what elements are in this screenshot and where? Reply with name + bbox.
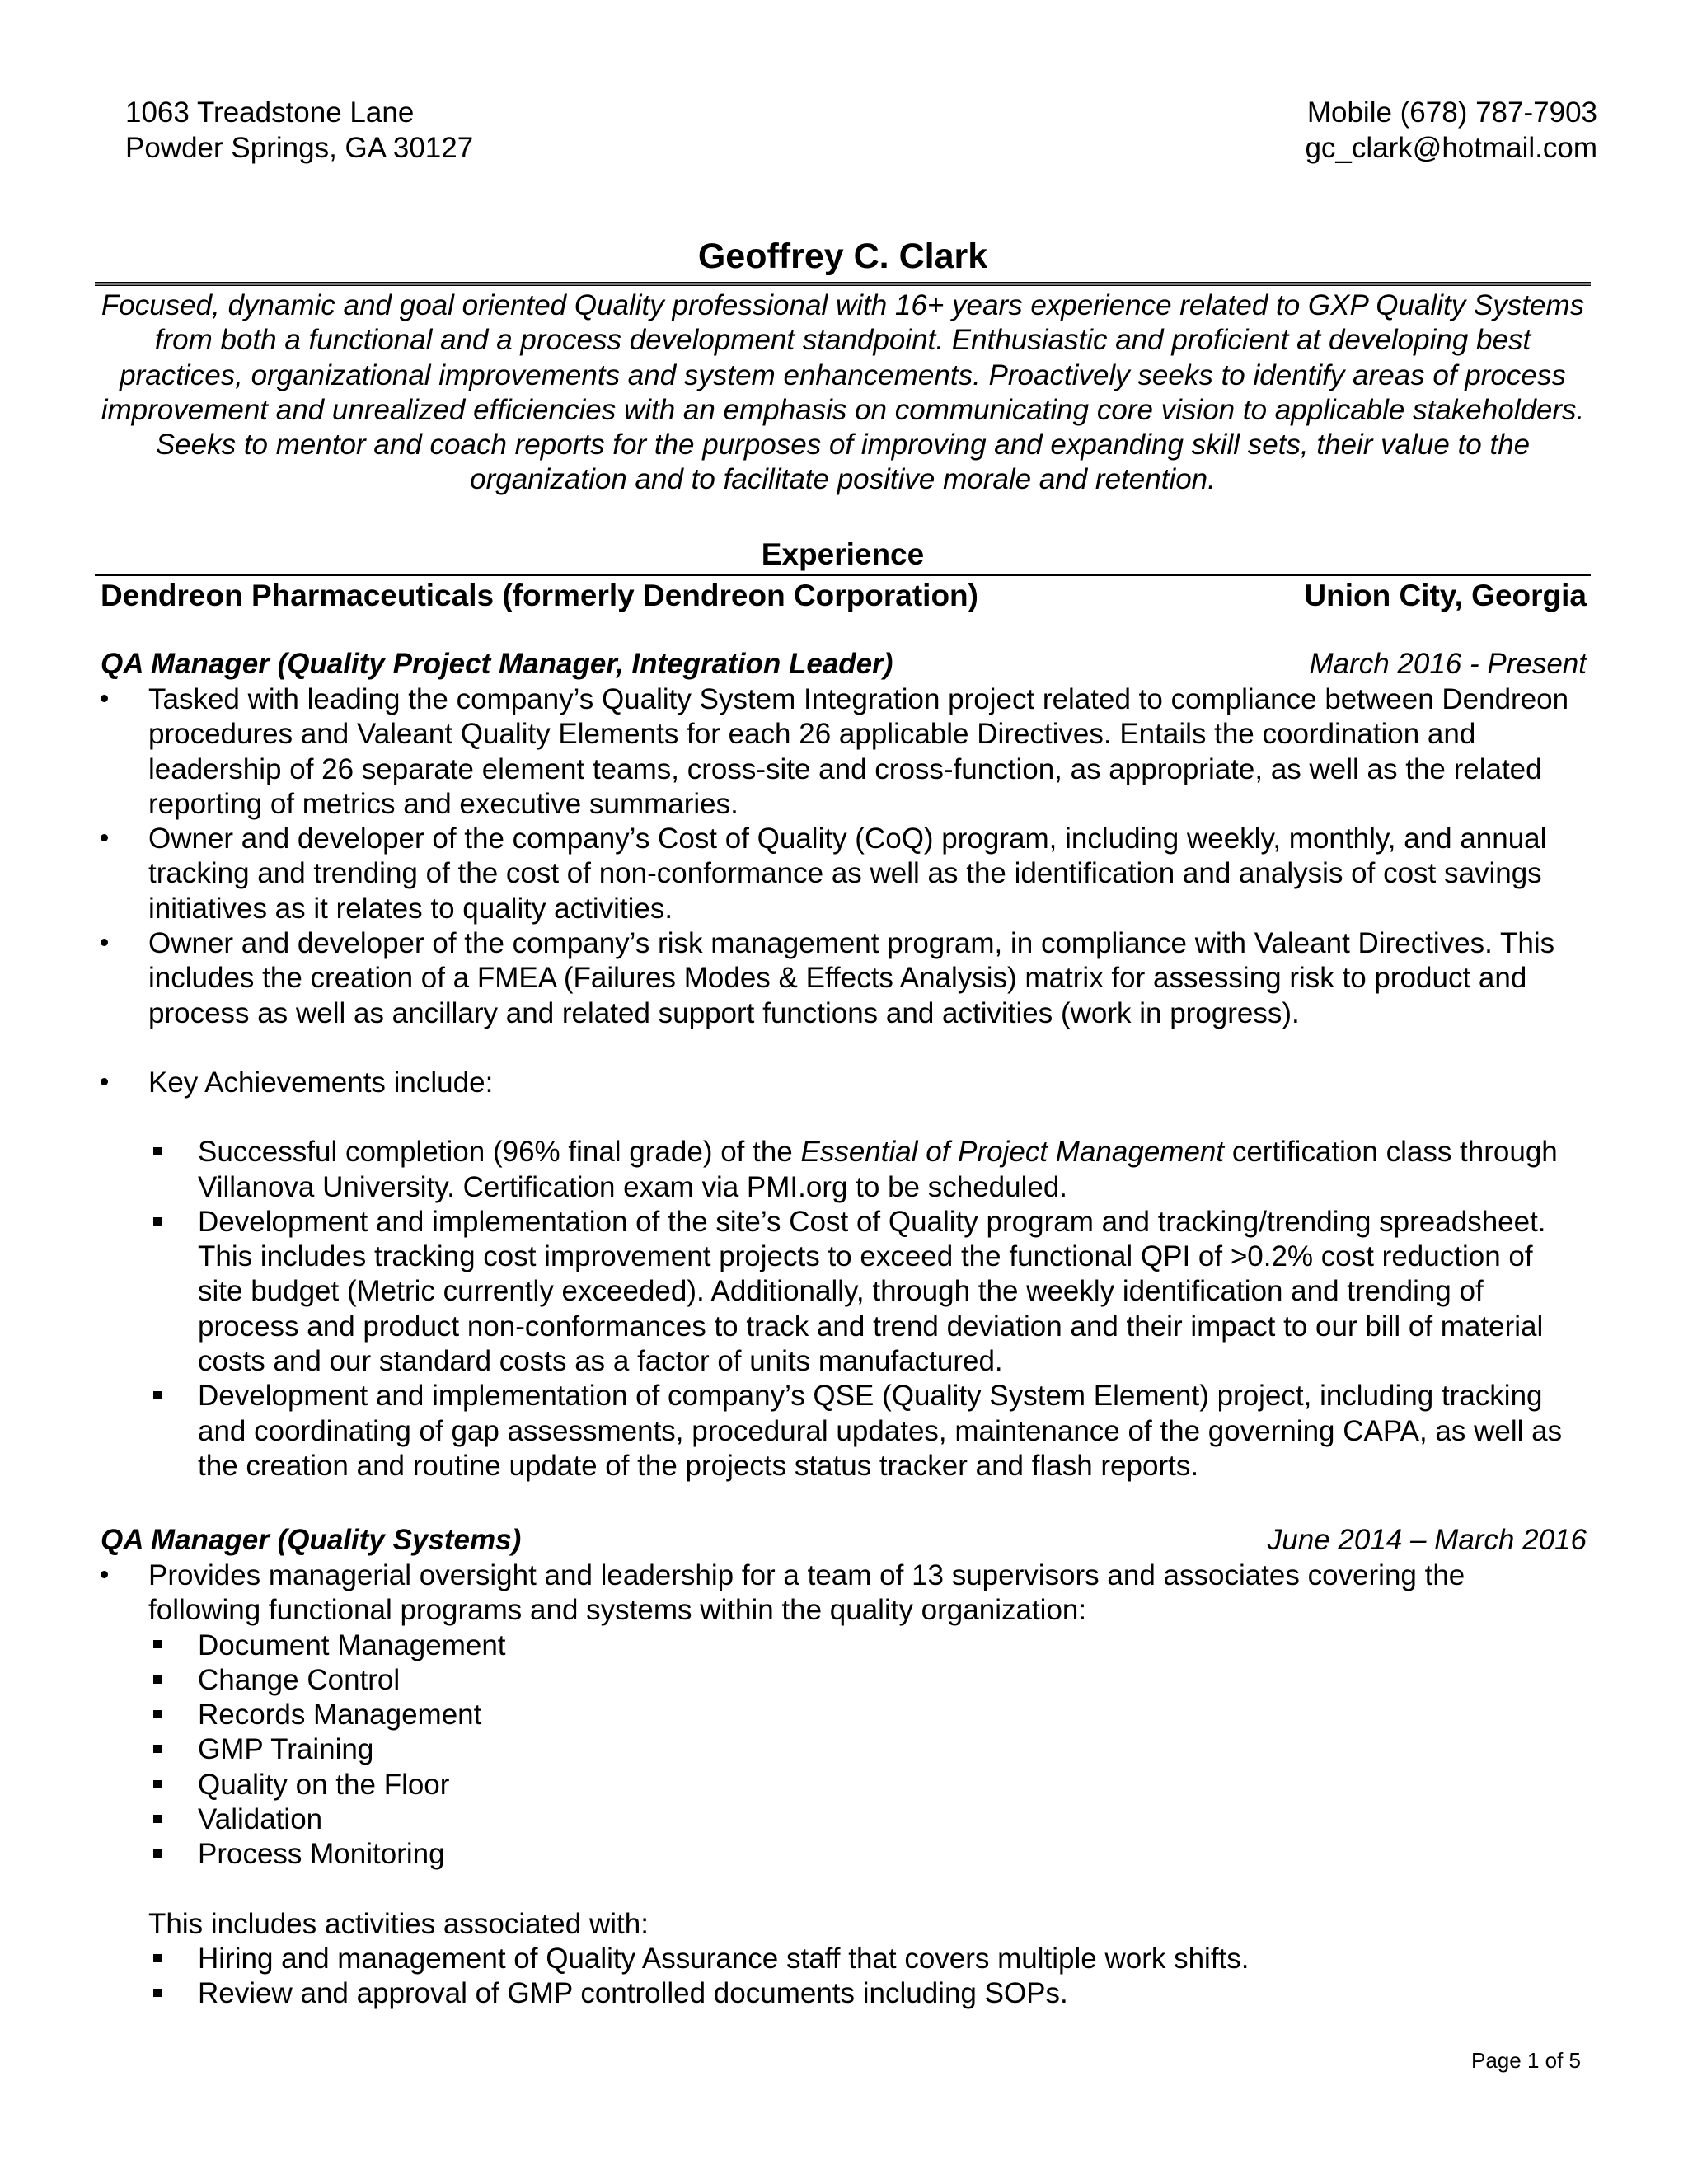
activity-item: Hiring and management of Quality Assurance staff that covers multiple work shifts.: [0, 1942, 1582, 1976]
role-title: QA Manager (Quality Systems): [101, 1524, 522, 1556]
phone: Mobile (678) 787-7903: [1306, 96, 1597, 129]
achievement-item: Development and implementation of company’s QSE (Quality System Element) project, including tracking and coordinating of gap assessments, procedural updates, maintenance of the governing CAPA, as well as the creation and routine update of the projects status tracker and flash reports.: [0, 1379, 1582, 1483]
program-item: Quality on the Floor: [0, 1768, 1582, 1802]
company-name: Dendreon Pharmaceuticals (formerly Dendreon Corporation): [101, 579, 978, 612]
square-bullet-icon: [153, 1768, 162, 1802]
activities-label: This includes activities associated with:: [148, 1907, 649, 1940]
program-item: Process Monitoring: [0, 1837, 1582, 1872]
list-item: Tasked with leading the company’s Quality System Integration project related to compliance between Dendreon procedures and Valeant Quality Elements for each 26 applicable Directives. Entails the coordination and leadership of 26 separate element teams, cross-site and cross-function, as appropriate, as well as the related reporting of metrics and executive summaries.: [0, 682, 1582, 822]
role-2-bullets: [0, 1558, 1688, 2012]
program-item: GMP Training: [0, 1732, 1582, 1767]
achievement-item: Successful completion (96% final grade) of the Essential of Project Management certification class through Villanova University. Certification exam via PMI.org to be scheduled.: [0, 1135, 1582, 1205]
program-item: Validation: [0, 1802, 1582, 1837]
bullet-icon: [101, 682, 125, 717]
square-bullet-icon: [153, 1205, 162, 1240]
role-header-2: [101, 1523, 1587, 1558]
bullet-icon: [101, 926, 125, 961]
list-item: Owner and developer of the company’s Cost of Quality (CoQ) program, including weekly, monthly, and annual tracking and trending of the cost of non-conformance as well as the identification and analysis of cost savings initiatives as it relates to quality activities.: [0, 822, 1582, 926]
square-bullet-icon: [153, 1732, 162, 1767]
square-bullet-icon: [153, 1698, 162, 1732]
square-bullet-icon: [153, 1802, 162, 1837]
role-dates: March 2016 - Present: [1309, 648, 1587, 680]
bullet-icon: [101, 822, 125, 856]
role-header-1: [101, 647, 1587, 682]
company-location: Union City, Georgia: [1304, 579, 1587, 612]
name-divider: [95, 282, 1591, 286]
section-divider: [95, 574, 1591, 576]
activity-item: Review and approval of GMP controlled documents including SOPs.: [0, 1976, 1582, 2011]
bullet-icon: [101, 1066, 125, 1100]
contact-block: [1305, 95, 1597, 166]
square-bullet-icon: [153, 1135, 162, 1169]
program-item: Document Management: [0, 1629, 1582, 1663]
list-item: Owner and developer of the company’s risk management program, in compliance with Valeant Directives. This includes the creation of a FMEA (Failures Modes & Effects Analysis) matrix for assessing risk to product and process as well as ancillary and related support functions and activities (work in progress).: [0, 926, 1582, 1031]
address-line-2: Powder Springs, GA 30127: [125, 132, 474, 164]
square-bullet-icon: [153, 1379, 162, 1413]
page-number: Page 1 of 5: [1471, 2048, 1581, 2073]
list-item: Provides managerial oversight and leadership for a team of 13 supervisors and associates covering the following functional programs and systems within the quality organization:: [0, 1558, 1582, 1629]
profile-summary: Focused, dynamic and goal oriented Quality professional with 16+ years experience related to GXP Quality Systems from both a functional and a process development standpoint. Enthusiastic and proficient at developing best practices, organizational improvements and system enhancements. Proactively seeks to identify areas of process improvement and unrealized efficiencies with an emphasis on communicating core vision to applicable stakeholders. Seeks to mentor and coach reports for the purposes of improving and expanding skill sets, their value to the organization and to facilitate positive morale and retention.: [101, 289, 1585, 496]
address-line-1: 1063 Treadstone Lane: [125, 96, 415, 129]
role-title: QA Manager (Quality Project Manager, Integration Leader): [101, 648, 893, 680]
square-bullet-icon: [153, 1942, 162, 1976]
square-bullet-icon: [153, 1837, 162, 1872]
bullet-icon: [101, 1558, 125, 1593]
role-1-bullets: [0, 682, 1688, 1483]
square-bullet-icon: [153, 1976, 162, 2011]
square-bullet-icon: [153, 1629, 162, 1663]
section-title-experience: Experience: [761, 537, 925, 571]
role-dates: June 2014 – March 2016: [1267, 1524, 1587, 1556]
program-item: Records Management: [0, 1698, 1582, 1732]
program-item: Change Control: [0, 1663, 1582, 1698]
address-block: [125, 95, 473, 166]
achievement-item: Development and implementation of the site’s Cost of Quality program and tracking/trending spreadsheet. This includes tracking cost improvement projects to exceed the functional QPI of >0.2% cost reduction of site budget (Metric currently exceeded). Additionally, through the weekly identification and trending of process and product non-conformances to track and trend deviation and their impact to our bill of material costs and our standard costs as a factor of units manufactured.: [0, 1205, 1582, 1379]
square-bullet-icon: [153, 1663, 162, 1698]
list-item: Key Achievements include:: [0, 1066, 1582, 1100]
email: gc_clark@hotmail.com: [1305, 132, 1597, 164]
candidate-name: Geoffrey C. Clark: [697, 237, 988, 276]
company-header: [101, 577, 1587, 615]
